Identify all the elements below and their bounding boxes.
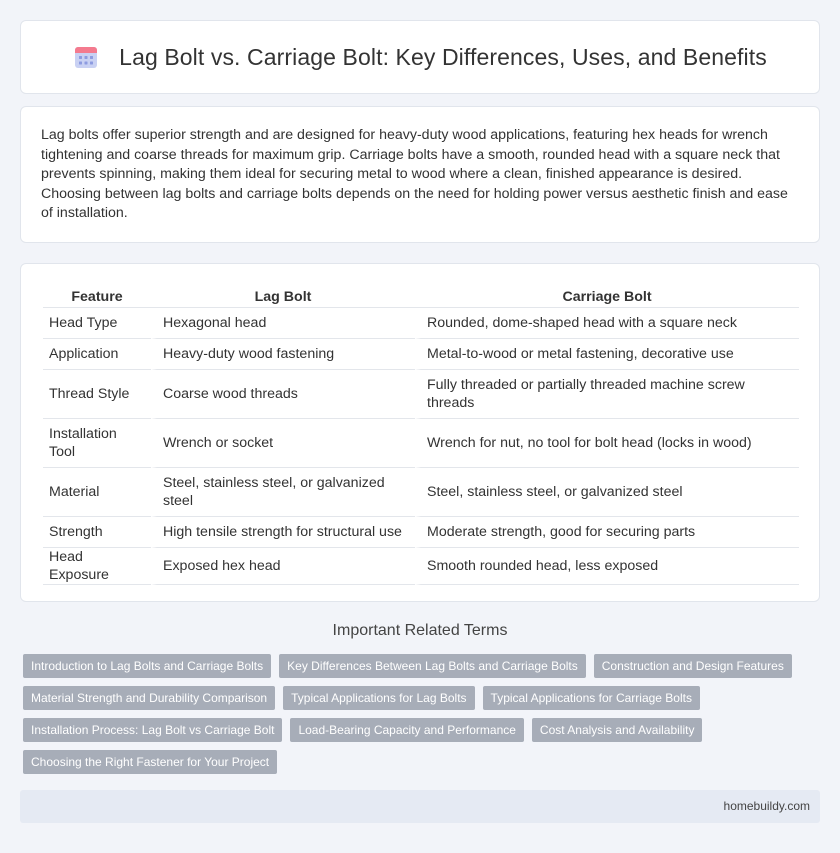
table-header-row — [43, 284, 799, 308]
column-header-carriage-bolt: Carriage Bolt — [415, 284, 799, 308]
page-title: Lag Bolt vs. Carriage Bolt: Key Differences, Uses, and Benefits — [119, 43, 767, 70]
related-terms-list — [23, 654, 813, 774]
related-term-tag[interactable]: Material Strength and Durability Comparison — [23, 686, 275, 710]
related-term-tag[interactable]: Cost Analysis and Availability — [532, 718, 703, 742]
related-term-tag[interactable]: Key Differences Between Lag Bolts and Carriage Bolts — [279, 654, 586, 678]
related-term-tag[interactable]: Installation Process: Lag Bolt vs Carriage Bolt — [23, 718, 282, 742]
table-cell: Thread Style — [43, 370, 151, 419]
table-cell: Installation Tool — [43, 419, 151, 468]
intro-card — [20, 106, 820, 243]
related-term-tag[interactable]: Load-Bearing Capacity and Performance — [290, 718, 523, 742]
related-term-tag[interactable]: Typical Applications for Lag Bolts — [283, 686, 474, 710]
table-row — [43, 370, 799, 419]
header-card — [20, 20, 820, 94]
table-row — [43, 468, 799, 517]
related-term-tag[interactable]: Choosing the Right Fastener for Your Project — [23, 750, 277, 774]
table-cell: Material — [43, 468, 151, 517]
related-term-tag[interactable]: Typical Applications for Carriage Bolts — [483, 686, 700, 710]
table-cell: Steel, stainless steel, or galvanized steel — [151, 468, 415, 517]
table-cell: Wrench for nut, no tool for bolt head (locks in wood) — [415, 419, 799, 468]
calendar-grid-icon — [73, 44, 99, 70]
table-cell: High tensile strength for structural use — [151, 517, 415, 548]
table-cell: Coarse wood threads — [151, 370, 415, 419]
table-cell: Exposed hex head — [151, 548, 415, 585]
table-row — [43, 517, 799, 548]
table-cell: Wrench or socket — [151, 419, 415, 468]
table-cell: Steel, stainless steel, or galvanized steel — [415, 468, 799, 517]
comparison-table — [43, 284, 799, 585]
column-header-feature: Feature — [43, 284, 151, 308]
table-row — [43, 548, 799, 585]
table-row — [43, 419, 799, 468]
table-row — [43, 339, 799, 370]
table-cell: Strength — [43, 517, 151, 548]
footer-site-link[interactable]: homebuildy.com — [723, 799, 810, 813]
table-cell: Rounded, dome-shaped head with a square neck — [415, 308, 799, 339]
table-cell: Smooth rounded head, less exposed — [415, 548, 799, 585]
table-cell: Application — [43, 339, 151, 370]
related-term-tag[interactable]: Introduction to Lag Bolts and Carriage Bolts — [23, 654, 271, 678]
table-cell: Metal-to-wood or metal fastening, decorative use — [415, 339, 799, 370]
table-cell: Moderate strength, good for securing parts — [415, 517, 799, 548]
table-cell: Hexagonal head — [151, 308, 415, 339]
comparison-table-card — [20, 263, 820, 602]
table-row — [43, 308, 799, 339]
table-cell: Head Exposure — [43, 548, 151, 585]
table-cell: Heavy-duty wood fastening — [151, 339, 415, 370]
table-cell: Fully threaded or partially threaded machine screw threads — [415, 370, 799, 419]
related-terms-title: Important Related Terms — [332, 622, 508, 639]
footer — [20, 790, 820, 823]
column-header-lag-bolt: Lag Bolt — [151, 284, 415, 308]
table-cell: Head Type — [43, 308, 151, 339]
intro-paragraph: Lag bolts offer superior strength and are designed for heavy-duty wood applications, featuring hex heads for wrench tightening and coarse threads for maximum grip. Carriage bolts have a smooth, rounded head with a square neck that prevents spinning, making them ideal for securing metal to wood where a clean, finished appearance is desired. Choosing between lag bolts and carriage bolts depends on the need for holding power versus aesthetic finish and ease of installation. — [41, 127, 788, 222]
related-term-tag[interactable]: Construction and Design Features — [594, 654, 792, 678]
